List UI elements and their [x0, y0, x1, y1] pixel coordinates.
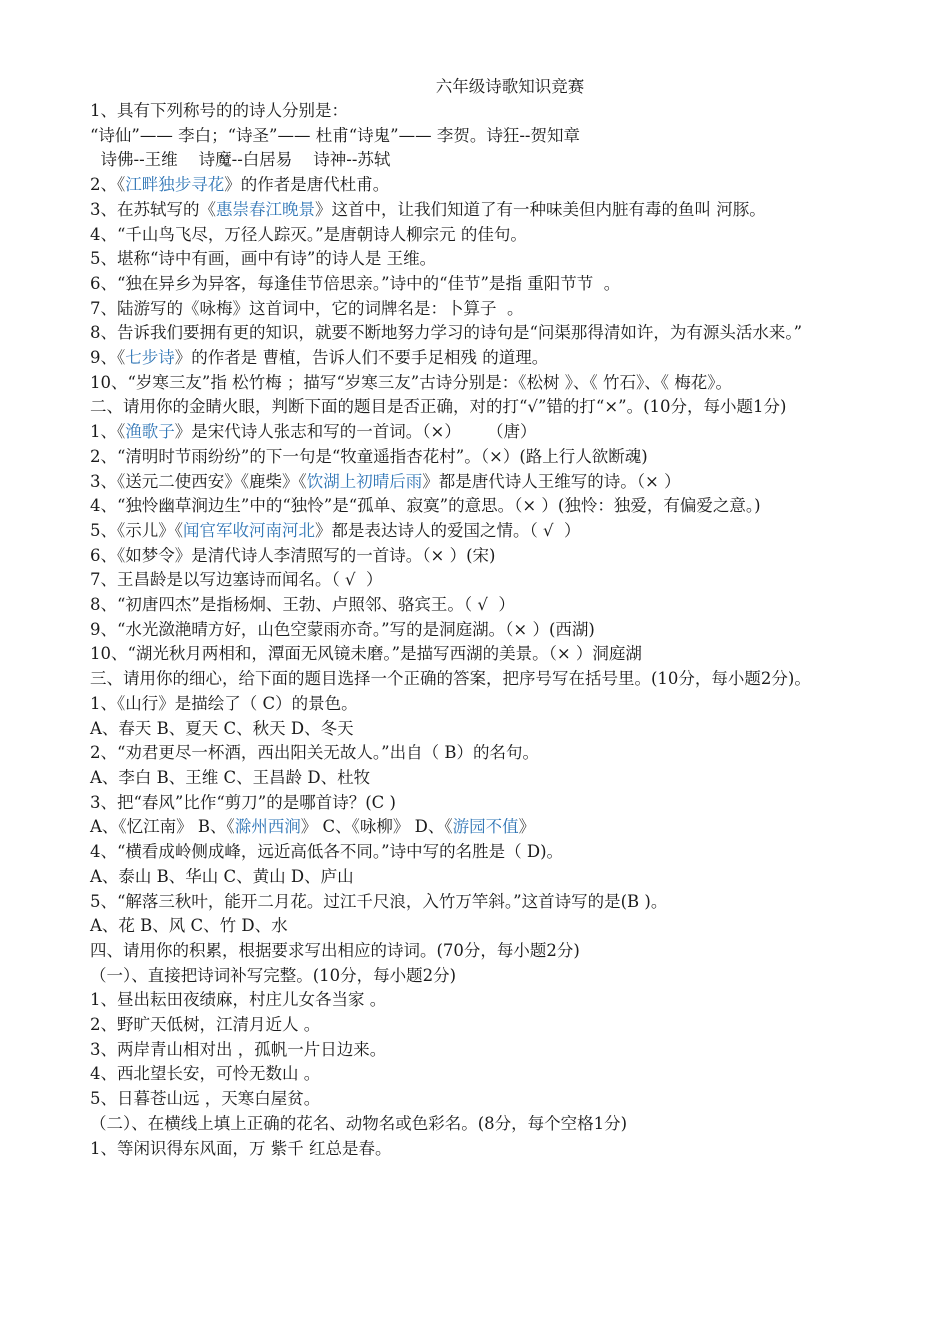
text-segment: 》的作者是 曹植，告诉人们不要手足相残 的道理。 [174, 348, 549, 368]
text-line [90, 988, 910, 1013]
text-segment: 3、在苏轼写的《 [90, 199, 216, 219]
text-segment: 8、告诉我们要拥有更的知识，就要不断地努力学习的诗句是“问渠那得清如许，为有源头活水来。” [90, 323, 803, 343]
text-line [90, 519, 910, 544]
poem-title-link[interactable]: 江畔独步寻花 [125, 175, 225, 195]
text-segment: 1、具有下列称号的的诗人分别是： [90, 101, 348, 120]
text-segment: 1、等闲识得东风面，万 紫千 红总是春。 [90, 1138, 392, 1158]
text-line [90, 642, 910, 667]
text-segment: 》都是表达诗人的爱国之情。（ √ ） [315, 520, 581, 540]
text-segment: 8、“初唐四杰”是指杨炯、王勃、卢照邻、骆宾王。（ √ ） [90, 595, 515, 615]
text-segment: 6、“独在异乡为异客，每逢佳节倍思亲。”诗中的“佳节”是指 重阳节节 。 [90, 273, 621, 293]
text-line [90, 568, 910, 593]
text-segment: 5、堪称“诗中有画，画中有诗”的诗人是 王维。 [90, 249, 437, 269]
poem-title-link[interactable]: 渔歌子 [125, 422, 175, 442]
text-segment: A、泰山 B、华山 C、黄山 D、庐山 [90, 866, 354, 886]
poem-title-link[interactable]: 惠崇春江晚景 [216, 199, 315, 219]
text-segment: 4、“千山鸟飞尽，万径人踪灭。”是唐朝诗人柳宗元 的佳句。 [90, 224, 527, 244]
text-segment: 9、《 [90, 348, 126, 368]
text-line [90, 890, 910, 915]
text-line [90, 618, 910, 643]
text-segment: 10、“岁寒三友”指 松竹梅 ；描写“岁寒三友”古诗分别是：《松树 》、《 竹石》、《 梅花》。 [90, 372, 732, 392]
text-line [90, 346, 910, 371]
text-line [90, 815, 910, 840]
text-segment: A、春天 B、夏天 C、秋天 D、冬天 [90, 718, 354, 738]
text-segment: 四、请用你的积累，根据要求写出相应的诗词。(70分，每小题2分) [90, 940, 580, 960]
text-line [90, 939, 910, 964]
text-segment: A、李白 B、王维 C、王昌龄 D、杜牧 [90, 767, 371, 787]
text-segment: 三、请用你的细心，给下面的题目选择一个正确的答案，把序号写在括号里。(10分，每小题2分)。 [90, 669, 811, 689]
text-segment: 》都是唐代诗人王维写的诗。（× ） [422, 471, 681, 491]
text-segment: 5、《示儿》《 [90, 520, 183, 540]
text-segment: （一）、直接把诗词补写完整。(10分，每小题2分) [90, 965, 457, 985]
text-segment: 》 [518, 817, 536, 837]
text-line [90, 1112, 910, 1137]
text-line [90, 914, 910, 939]
text-line [90, 741, 910, 766]
text-segment: 2、野旷天低树，江清月近人 。 [90, 1015, 321, 1035]
text-segment: 二、请用你的金睛火眼，判断下面的题目是否正确，对的打“√”错的打“×”。(10分，每小题1分) [90, 397, 787, 417]
text-segment: “诗仙”—— 李白；“诗圣”—— 杜甫“诗鬼”—— 李贺。诗狂--贺知章 [90, 125, 580, 145]
text-segment: 3、两岸青山相对出 ，孤帆一片日边来。 [90, 1039, 387, 1059]
text-segment: 4、“独怜幽草涧边生”中的“独怜”是“孤单、寂寞”的意思。（× ）(独怜：独爱，有偏爱之意。) [90, 496, 761, 516]
text-line [90, 717, 910, 742]
poem-title-link[interactable]: 七步诗 [125, 348, 175, 368]
text-line [90, 223, 910, 248]
text-line [90, 321, 910, 346]
text-line [90, 1038, 910, 1063]
text-line [90, 544, 910, 569]
text-line [90, 1087, 910, 1112]
text-line [90, 791, 910, 816]
text-line [90, 692, 910, 717]
poem-title-link[interactable]: 闻官军收河南河北 [183, 520, 315, 540]
text-line [90, 148, 910, 173]
text-segment: 9、“水光潋滟晴方好，山色空蒙雨亦奇。”写的是洞庭湖。（× ）(西湖) [90, 619, 595, 639]
text-segment: （二）、在横线上填上正确的花名、动物名或色彩名。(8分，每个空格1分) [90, 1113, 628, 1133]
text-line [90, 297, 910, 322]
text-line [90, 964, 910, 989]
text-line [90, 766, 910, 791]
text-segment: 4、“横看成岭侧成峰，远近高低各不同。”诗中写的名胜是（ D)。 [90, 842, 564, 862]
text-segment: 5、“解落三秋叶，能开二月花。过江千尺浪，入竹万竿斜。”这首诗写的是(B )。 [90, 891, 668, 911]
text-line [90, 99, 910, 124]
text-segment: 10、“湖光秋月两相和，潭面无风镜未磨。”是描写西湖的美景。（× ）洞庭湖 [90, 644, 642, 664]
poem-title-link[interactable]: 饮湖上初晴后雨 [306, 471, 423, 491]
text-line [90, 445, 910, 470]
text-segment: 》这首中，让我们知道了有一种味美但内脏有毒的鱼叫 河豚。 [315, 199, 766, 219]
text-segment: 》的作者是唐代杜甫。 [224, 175, 390, 195]
text-line [90, 593, 910, 618]
text-segment: 6、《如梦令》是清代诗人李清照写的一首诗。（× ）(宋) [90, 545, 496, 565]
text-segment: 2、《 [90, 175, 126, 195]
text-segment: A、花 B、风 C、竹 D、水 [90, 916, 288, 936]
text-line [90, 395, 910, 420]
text-segment: 5、日暮苍山远 ，天寒白屋贫。 [90, 1089, 321, 1109]
text-segment: 1、昼出耘田夜绩麻，村庄儿女各当家 。 [90, 990, 387, 1010]
text-line [90, 247, 910, 272]
text-line [90, 1013, 910, 1038]
text-line [90, 1137, 910, 1162]
text-segment: 》是宋代诗人张志和写的一首词。（×） （唐） [174, 422, 537, 442]
text-segment: 7、陆游写的《咏梅》这首词中，它的词牌名是：卜算子 。 [90, 298, 524, 318]
text-line [90, 1062, 910, 1087]
text-segment: 3、《送元二使西安》《鹿柴》《 [90, 471, 307, 491]
text-line [90, 840, 910, 865]
text-segment: A、《忆江南》 B、《 [90, 817, 235, 837]
text-segment: 7、王昌龄是以写边塞诗而闻名。（ √ ） [90, 570, 383, 590]
text-line [90, 667, 910, 692]
poem-title-link[interactable]: 滁州西涧 [234, 817, 301, 837]
text-segment: 诗佛--王维 诗魔--白居易 诗神--苏轼 [90, 150, 391, 170]
text-line [90, 272, 910, 297]
text-line [90, 173, 910, 198]
text-segment: 4、西北望长安，可怜无数山 。 [90, 1064, 321, 1084]
text-line [90, 470, 910, 495]
text-segment: 2、“清明时节雨纷纷”的下一句是“牧童遥指杏花村”。（×）(路上行人欲断魂) [90, 446, 648, 466]
text-line [90, 124, 910, 149]
text-segment: 3、把“春风”比作“剪刀”的是哪首诗？(C ) [90, 792, 396, 812]
text-line [90, 865, 910, 890]
text-segment: 1、《 [90, 422, 126, 442]
text-line [90, 420, 910, 445]
text-line [90, 494, 910, 519]
text-segment: 》 C、《咏柳》 D、《 [300, 817, 453, 837]
page-title: 六年级诗歌知识竞赛 [435, 77, 585, 96]
text-segment: 1、《山行》是描绘了（ C）的景色。 [90, 693, 358, 713]
poem-title-link[interactable]: 游园不值 [452, 817, 519, 837]
text-segment: 2、“劝君更尽一杯酒，西出阳关无故人。”出自（ B）的名句。 [90, 743, 539, 763]
document-body [90, 99, 910, 1161]
text-line [90, 198, 910, 223]
text-line [90, 371, 910, 396]
